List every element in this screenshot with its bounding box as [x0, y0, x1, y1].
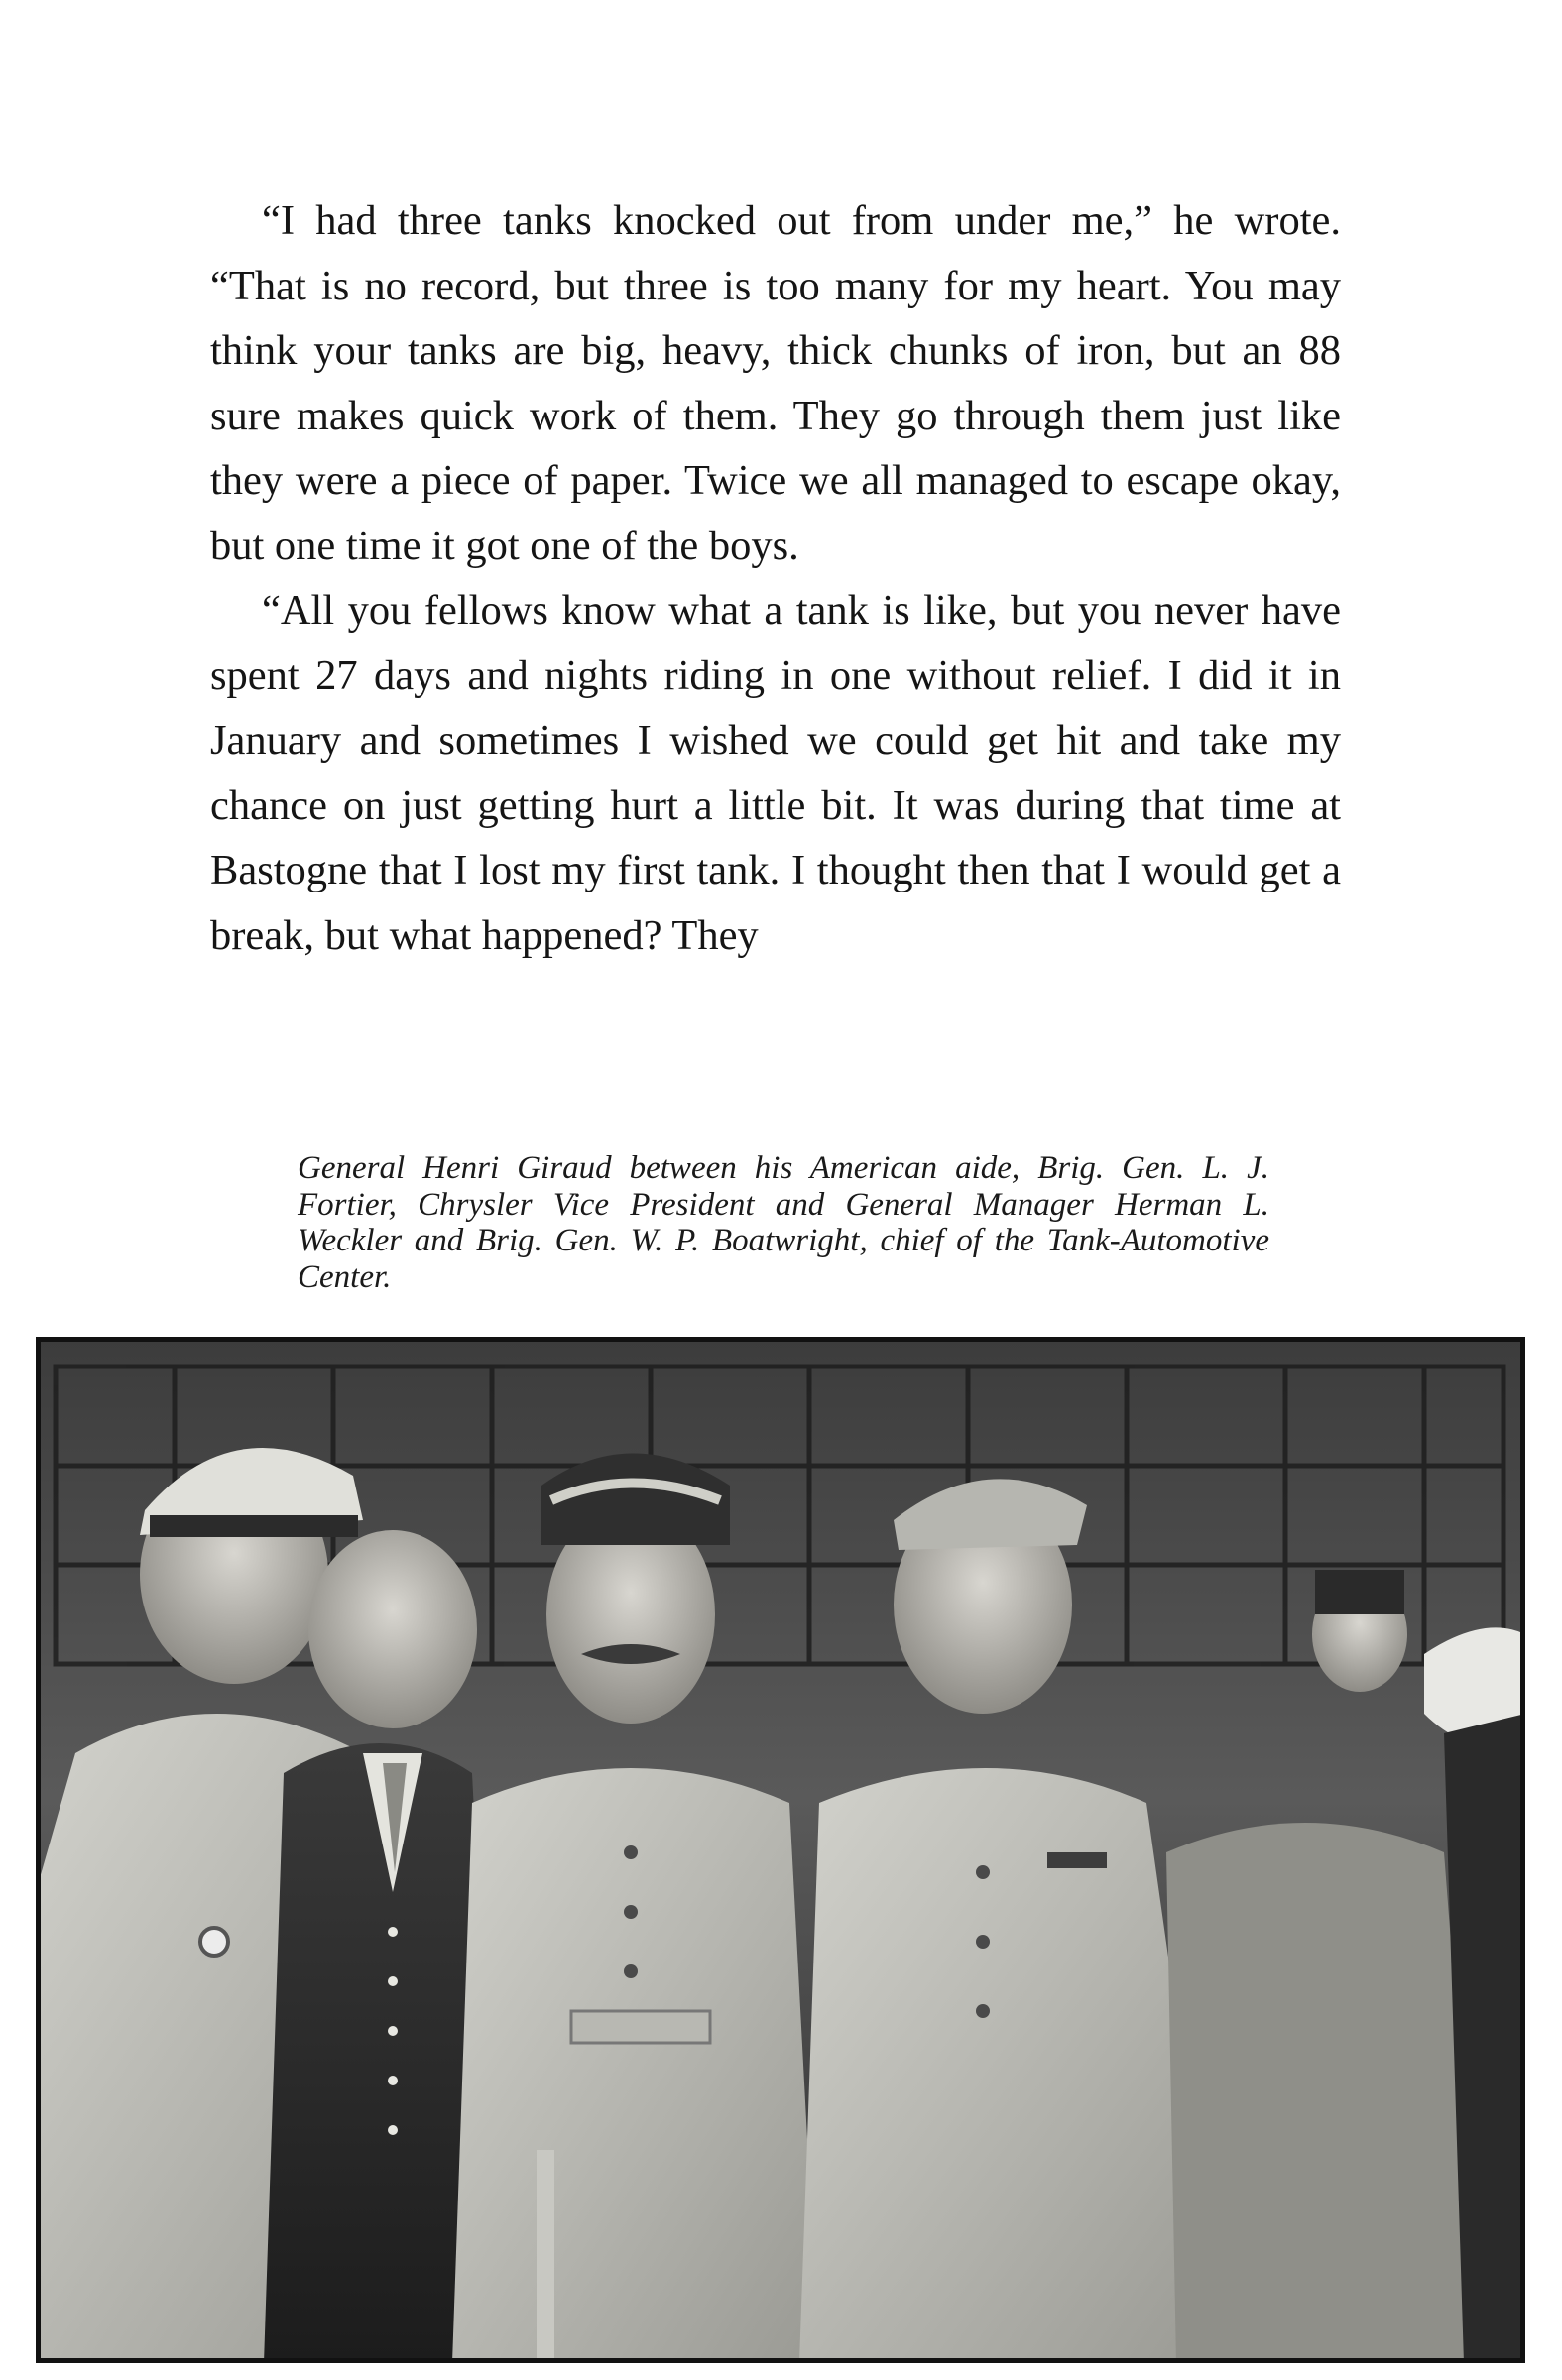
photo-caption: General Henri Giraud between his American aide, Brig. Gen. L. J. Fortier, Chrysler Vice President and General Manager Herman L. Weckler and Brig. Gen. W. P. Boatwright, chief of the Tank-Automotive Center.: [298, 1150, 1269, 1295]
paragraph-1: “I had three tanks knocked out from under me,” he wrote. “That is no record, but three is too many for my heart. You may think your tanks are big, heavy, thick chunks of iron, but an 88 sure makes quick work of them. They go through them just like they were a piece of paper. Twice we all managed to escape okay, but one time it got one of the boys.: [210, 197, 1341, 569]
group-photograph: [36, 1337, 1525, 2363]
article-body: [210, 188, 1341, 968]
paragraph-2: “All you fellows know what a tank is like, but you never have spent 27 days and nights riding in one without relief. I did it in January and sometimes I wished we could get hit and take my chance on just getting hurt a little bit. It was during that time at Bastogne that I lost my first tank. I thought then that I would get a break, but what happened? They: [210, 587, 1341, 959]
